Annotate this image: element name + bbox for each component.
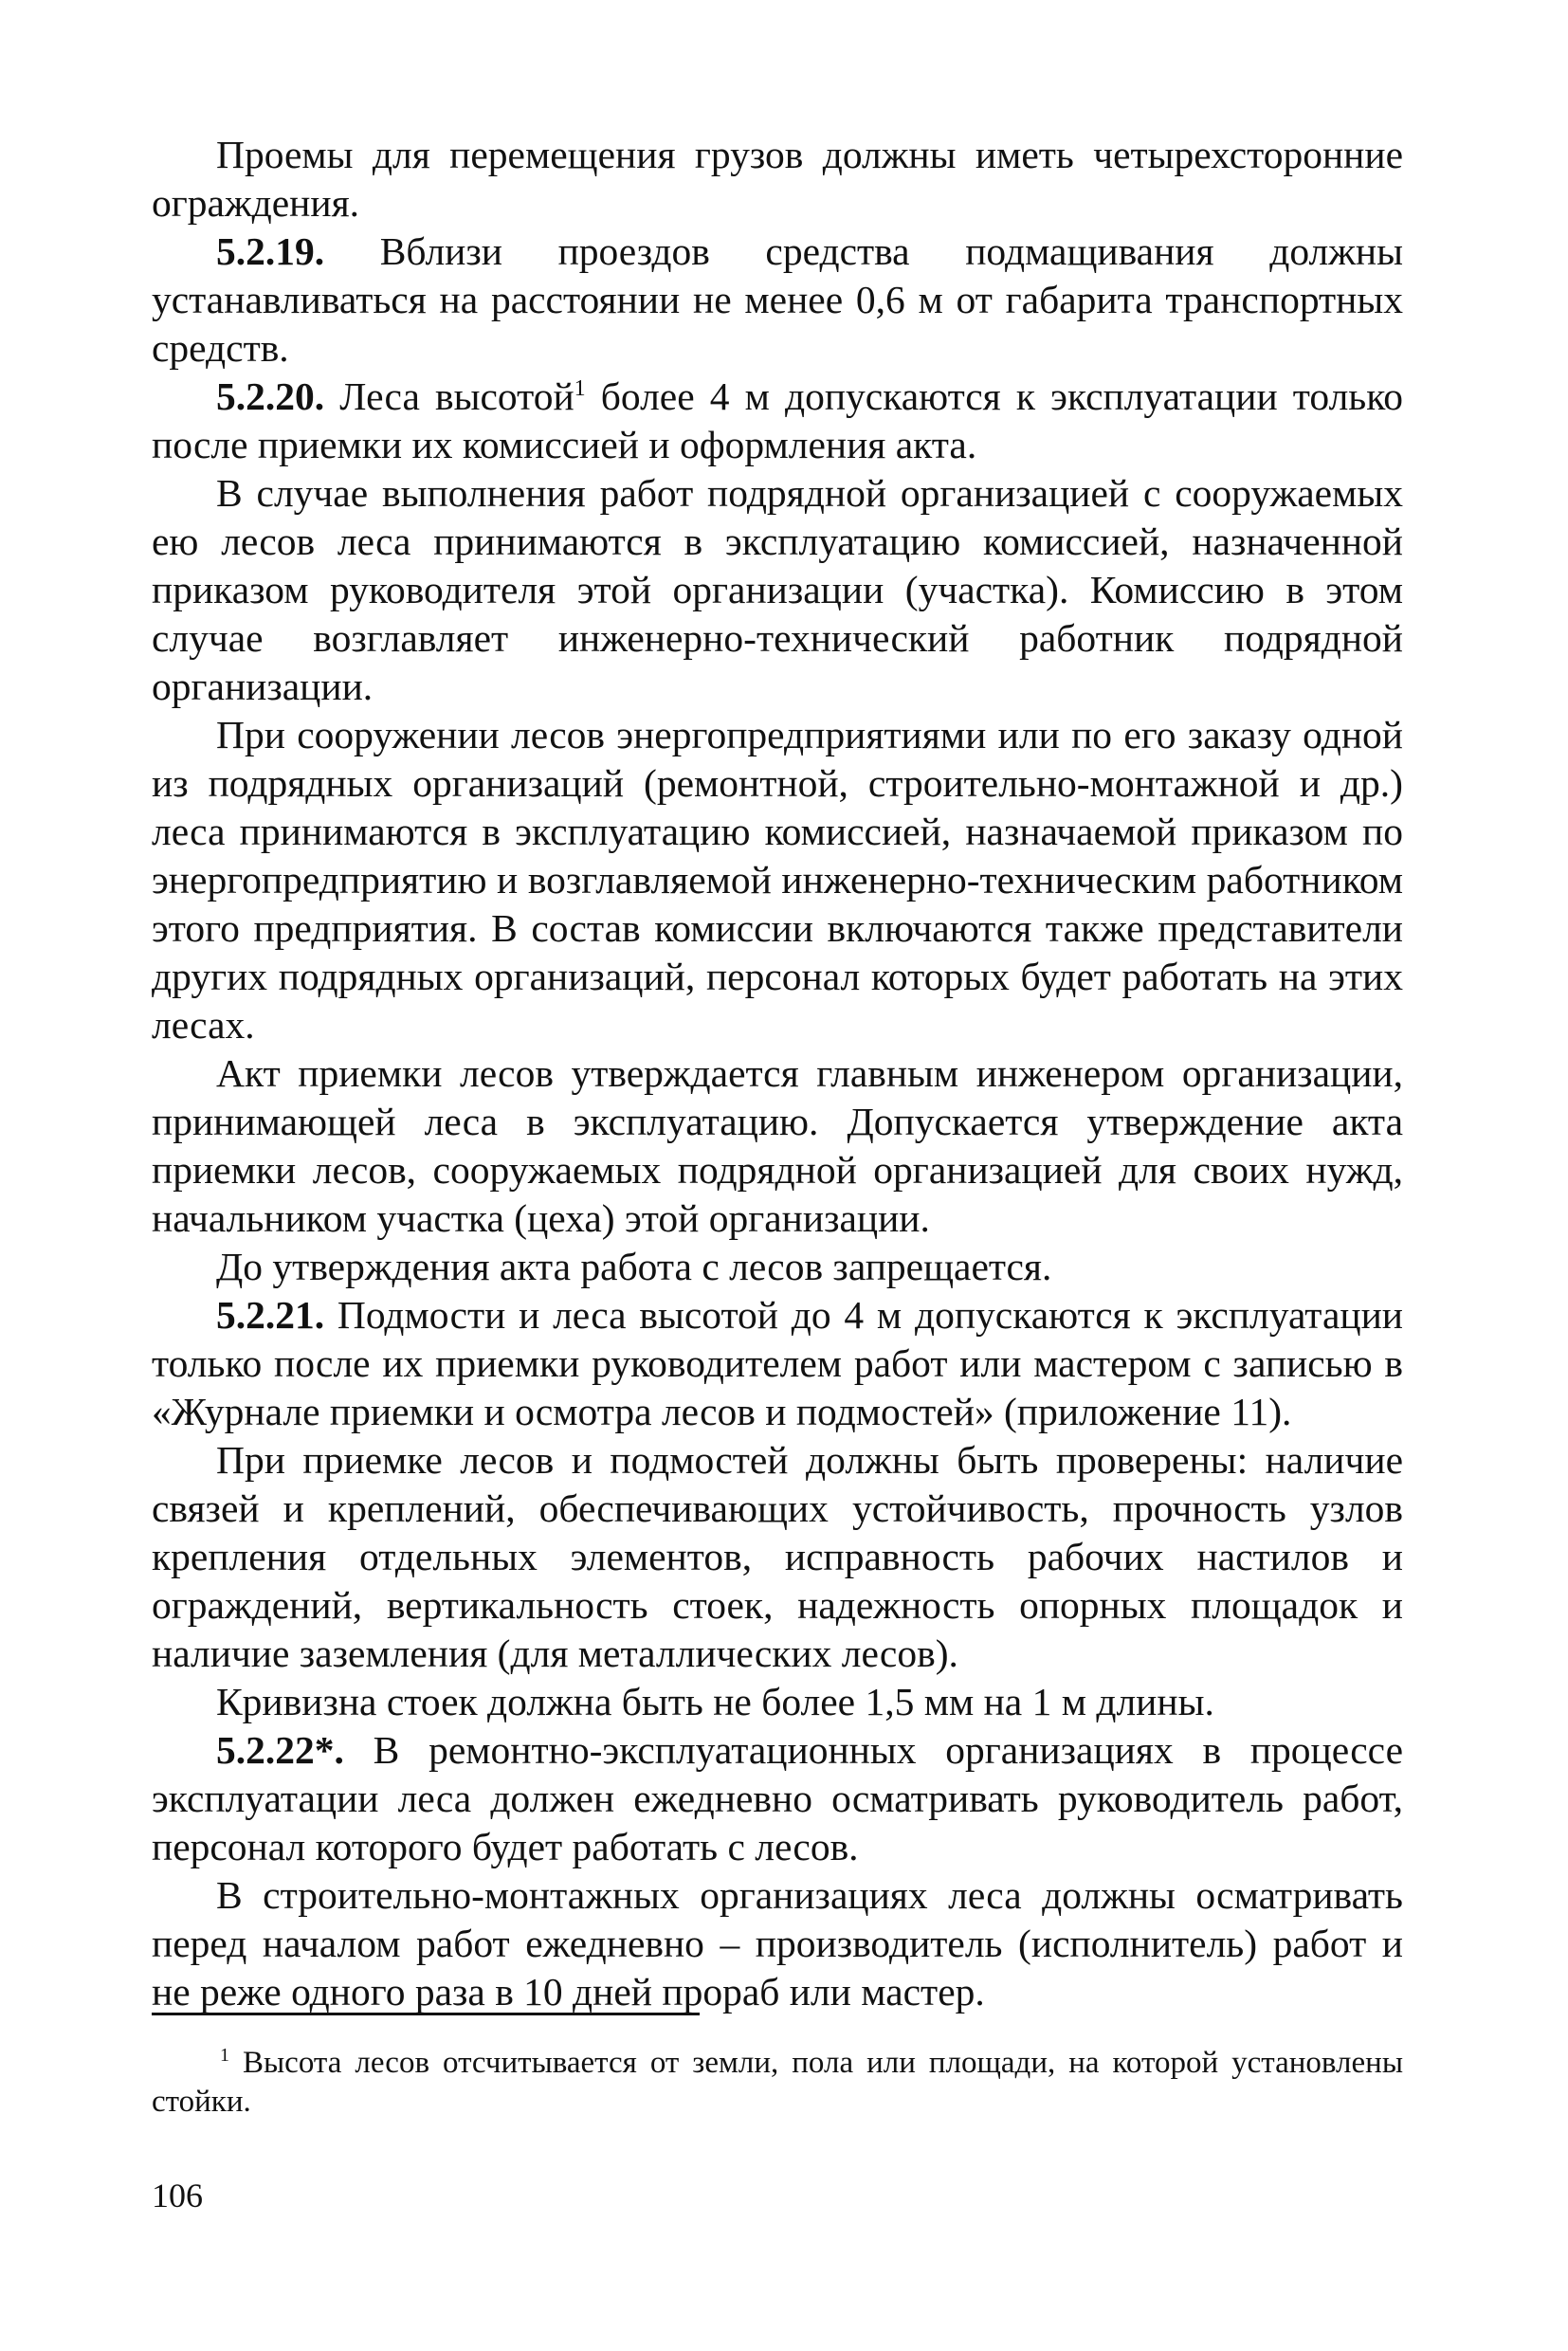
paragraph-5-2-20: [152, 373, 1403, 469]
footnote: [152, 2044, 1403, 2122]
paragraph-text: Подмости и леса высотой до 4 м допускаются к эксплуатации только после их приемки руководителем работ или мастером с записью в «Журнале приемки и осмотра лесов и подмостей» (приложение 11).: [152, 1293, 1403, 1433]
section-number: 5.2.21.: [216, 1293, 325, 1337]
paragraph-text: До утверждения акта работа с лесов запрещается.: [216, 1245, 1052, 1288]
footnote-reference: 1: [574, 376, 586, 402]
paragraph-text-before-ref: Леса высотой: [324, 374, 574, 418]
footnote-marker: 1: [220, 2045, 229, 2066]
section-number: 5.2.19.: [216, 229, 325, 273]
section-number: 5.2.20.: [216, 374, 325, 418]
paragraph-text: В строительно-монтажных организациях леса должны осматривать перед началом работ ежедневно – производитель (исполнитель) работ и не реже одного раза в 10 дней прораб или мастер.: [152, 1873, 1403, 2014]
paragraph-text: более 4 м допускаются к эксплуатации только после приемки их комиссией и оформления акта.: [152, 374, 1404, 466]
page-body: [152, 131, 1403, 2016]
paragraph-5-2-19: [152, 228, 1403, 373]
paragraph-5-2-21: [152, 1291, 1403, 1436]
paragraph-text: Вблизи проездов средства подмащивания должны устанавливаться на расстоянии не менее 0,6 м от габарита транспортных средств.: [152, 229, 1403, 370]
paragraph-text: При сооружении лесов энергопредприятиями или по его заказу одной из подрядных организаций (ремонтной, строительно-монтажной и др.) леса принимаются в эксплуатацию комиссией, назначаемой приказом по энергопредприятию и возглавляемой инженерно-техническим работником этого предприятия. В состав комиссии включаются также представители других подрядных организаций, персонал которых будет работать на этих лесах.: [152, 713, 1403, 1047]
paragraph-text: Акт приемки лесов утверждается главным инженером организации, принимающей леса в эксплуатацию. Допускается утверждение акта приемки лесов, сооружаемых подрядной организацией для своих нужд, начальником участка (цеха) этой организации.: [152, 1051, 1403, 1240]
footnote-text: Высота лесов отсчитывается от земли, пола или площади, на которой установлены стойки.: [152, 2046, 1403, 2119]
paragraph-text: В ремонтно-эксплуатационных организациях в процессе эксплуатации леса должен ежедневно осматривать руководитель работ, персонал которого будет работать с лесов.: [152, 1728, 1403, 1868]
paragraph-work-prohibited: [152, 1243, 1403, 1291]
footnote-divider: [152, 2013, 700, 2015]
paragraph-text: Кривизна стоек должна быть не более 1,5 мм на 1 м длины.: [216, 1680, 1214, 1723]
paragraph-construction-inspection: [152, 1871, 1403, 2016]
paragraph-post-curvature: [152, 1678, 1403, 1726]
paragraph-text: Проемы для перемещения грузов должны иметь четырехсторонние ограждения.: [152, 133, 1403, 225]
paragraph-openings: [152, 131, 1403, 228]
paragraph-contractor-acceptance: [152, 469, 1403, 711]
paragraph-5-2-22: [152, 1726, 1403, 1871]
paragraph-text: В случае выполнения работ подрядной организацией с сооружаемых ею лесов леса принимаются в эксплуатацию комиссией, назначенной приказом руководителя этой организации (участка). Комиссию в этом случае возглавляет инженерно-технический работник подрядной организации.: [152, 471, 1403, 708]
paragraph-inspection-checks: [152, 1436, 1403, 1678]
page-number: 106: [152, 2177, 203, 2214]
paragraph-text: При приемке лесов и подмостей должны быть проверены: наличие связей и креплений, обеспечивающих устойчивость, прочность узлов крепления отдельных элементов, исправность рабочих настилов и ограждений, вертикальность стоек, надежность опорных площадок и наличие заземления (для металлических лесов).: [152, 1438, 1403, 1675]
paragraph-acceptance-act: [152, 1049, 1403, 1243]
paragraph-energy-enterprise: [152, 711, 1403, 1049]
section-number: 5.2.22*.: [216, 1728, 344, 1772]
